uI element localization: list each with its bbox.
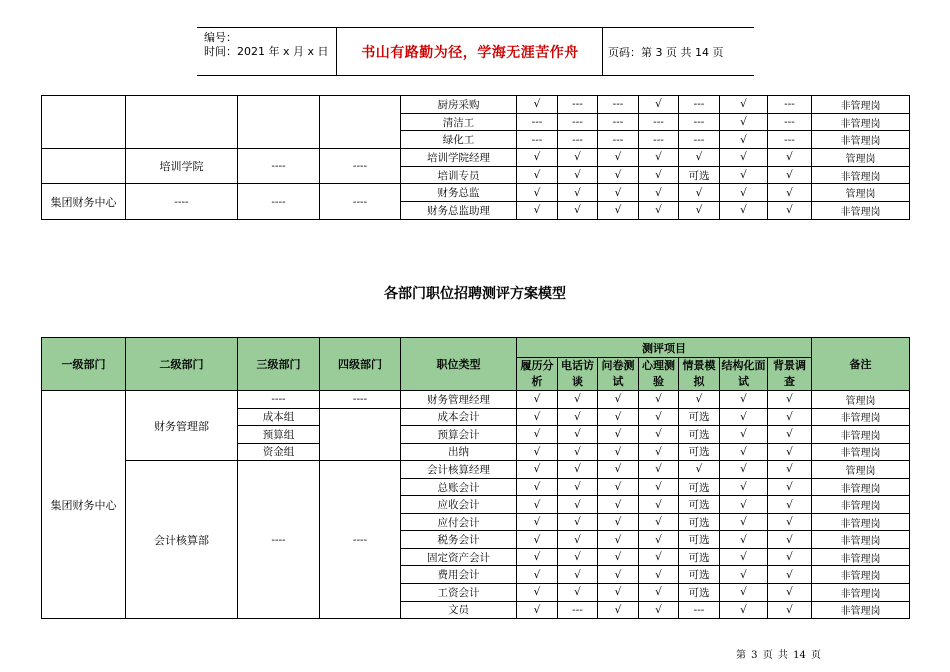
mark-cell: √ [517,548,558,566]
mark-cell: √ [639,496,679,514]
dept1-cell [42,96,126,149]
mark-cell: √ [720,584,768,602]
mark-cell: --- [679,96,720,114]
mark-cell: √ [598,391,639,409]
header-remark: 备注 [812,338,910,391]
mark-cell: √ [639,391,679,409]
position-cell: 财务总监 [401,184,517,202]
position-cell: 税务会计 [401,531,517,549]
header-eval-items: 测评项目 [517,338,812,358]
mark-cell: √ [679,461,720,479]
dept3-cell: ---- [238,391,320,409]
remark-cell: 非管理岗 [812,443,910,461]
header-level2: 二级部门 [126,338,238,391]
mark-cell: 可选 [679,496,720,514]
mark-cell: √ [517,566,558,584]
mark-cell: √ [768,584,812,602]
dept2-training: 培训学院 [126,149,238,184]
header-motto: 书山有路勤为径，学海无涯苦作舟 [338,28,603,75]
mark-cell: √ [598,513,639,531]
mark-cell: √ [598,548,639,566]
position-cell: 财务总监助理 [401,202,517,220]
mark-cell: √ [768,426,812,444]
eval-col-header: 电话访谈 [558,358,598,391]
number-label: 编号： [204,31,237,44]
mark-cell: √ [598,584,639,602]
mark-cell: √ [517,184,558,202]
dept1-finance: 集团财务中心 [42,184,126,219]
mark-cell: --- [598,113,639,131]
remark-cell: 非管理岗 [812,584,910,602]
mark-cell: √ [768,461,812,479]
remark-cell: 管理岗 [812,461,910,479]
mark-cell: √ [517,426,558,444]
remark-cell: 非管理岗 [812,202,910,220]
remark-cell: 非管理岗 [812,96,910,114]
position-cell: 绿化工 [401,131,517,149]
mark-cell: √ [720,408,768,426]
position-cell: 工资会计 [401,584,517,602]
eval-col-header: 结构化面试 [720,358,768,391]
mark-cell: √ [720,461,768,479]
dept2-finance: ---- [126,184,238,219]
mark-cell: √ [639,443,679,461]
mark-cell: √ [720,166,768,184]
header-meta [197,28,337,75]
dept3-cell [238,96,320,149]
mark-cell: √ [768,478,812,496]
dept4-cell [320,408,401,461]
mark-cell: √ [558,149,598,167]
mark-cell: 可选 [679,166,720,184]
mark-cell: √ [517,149,558,167]
mark-cell: --- [558,113,598,131]
mark-cell: √ [517,408,558,426]
mark-cell: √ [639,96,679,114]
dept1-cell [42,149,126,184]
mark-cell: √ [639,548,679,566]
mark-cell: √ [720,478,768,496]
mark-cell: 可选 [679,478,720,496]
mark-cell: √ [679,202,720,220]
mark-cell: √ [598,566,639,584]
mark-cell: 可选 [679,531,720,549]
position-cell: 文员 [401,601,517,619]
position-cell: 固定资产会计 [401,548,517,566]
mark-cell: √ [517,496,558,514]
mark-cell: √ [558,496,598,514]
remark-cell: 非管理岗 [812,496,910,514]
mark-cell: √ [679,149,720,167]
mark-cell: √ [639,149,679,167]
mark-cell: √ [639,566,679,584]
mark-cell: √ [639,513,679,531]
eval-col-header: 问卷测试 [598,358,639,391]
mark-cell: 可选 [679,443,720,461]
mark-cell: --- [598,96,639,114]
mark-cell: √ [768,496,812,514]
mark-cell: √ [517,461,558,479]
mark-cell: √ [558,548,598,566]
position-cell: 总账会计 [401,478,517,496]
dept3-cell: 资金组 [238,443,320,461]
dept4-cell: ---- [320,391,401,409]
mark-cell: 可选 [679,566,720,584]
mark-cell: √ [517,202,558,220]
mark-cell: --- [768,96,812,114]
mark-cell: √ [558,443,598,461]
mark-cell: √ [768,513,812,531]
mark-cell: √ [517,584,558,602]
time-label: 时间：2021 年 x 月 x 日 [204,45,329,58]
dept1-finance-center: 集团财务中心 [42,391,126,619]
mark-cell: √ [558,531,598,549]
position-cell: 厨房采购 [401,96,517,114]
page-footer: 第 3 页 共 14 页 [736,650,821,661]
mark-cell: 可选 [679,426,720,444]
mark-cell: √ [517,166,558,184]
mark-cell: √ [639,408,679,426]
remark-cell: 管理岗 [812,184,910,202]
mark-cell: √ [598,478,639,496]
remark-cell: 管理岗 [812,149,910,167]
remark-cell: 非管理岗 [812,166,910,184]
eval-col-header: 背景调查 [768,358,812,391]
mark-cell: √ [517,601,558,619]
mark-cell: √ [598,461,639,479]
remark-cell: 管理岗 [812,391,910,409]
mark-cell: √ [517,478,558,496]
remark-cell: 非管理岗 [812,113,910,131]
mark-cell: --- [517,113,558,131]
remark-cell: 非管理岗 [812,426,910,444]
mark-cell: --- [639,113,679,131]
position-cell: 应付会计 [401,513,517,531]
eval-col-header: 心理测验 [639,358,679,391]
mark-cell: √ [720,566,768,584]
mark-cell: √ [768,149,812,167]
mark-cell: √ [768,566,812,584]
mark-cell: √ [558,478,598,496]
mark-cell: √ [720,96,768,114]
mark-cell: √ [558,391,598,409]
header-level4: 四级部门 [320,338,401,391]
mark-cell: √ [768,548,812,566]
mark-cell: --- [679,113,720,131]
mark-cell: √ [517,96,558,114]
position-cell: 会计核算经理 [401,461,517,479]
mark-cell: √ [598,408,639,426]
mark-cell: --- [679,601,720,619]
position-cell: 出纳 [401,443,517,461]
mark-cell: 可选 [679,584,720,602]
mark-cell: √ [517,531,558,549]
mark-cell: √ [558,184,598,202]
dept2-cell [126,96,238,149]
mark-cell: √ [768,443,812,461]
mark-cell: √ [598,202,639,220]
mark-cell: √ [720,131,768,149]
position-cell: 成本会计 [401,408,517,426]
mark-cell: √ [598,496,639,514]
mark-cell: √ [558,513,598,531]
position-cell: 预算会计 [401,426,517,444]
remark-cell: 非管理岗 [812,478,910,496]
mark-cell: √ [720,426,768,444]
mark-cell: √ [768,184,812,202]
remark-cell: 非管理岗 [812,566,910,584]
dept4-training: ---- [320,149,401,184]
mark-cell: √ [639,601,679,619]
mark-cell: --- [558,96,598,114]
mark-cell: --- [558,601,598,619]
dept4-accounting: ---- [320,461,401,619]
dept2-accounting: 会计核算部 [126,461,238,619]
mark-cell: √ [558,461,598,479]
mark-cell: --- [679,131,720,149]
dept4-cell [320,96,401,149]
position-cell: 培训专员 [401,166,517,184]
mark-cell: √ [598,184,639,202]
position-cell: 清洁工 [401,113,517,131]
mark-cell: √ [639,478,679,496]
mark-cell: √ [720,443,768,461]
mark-cell: √ [517,513,558,531]
mark-cell: √ [768,601,812,619]
remark-cell: 非管理岗 [812,513,910,531]
mark-cell: √ [720,149,768,167]
mark-cell: 可选 [679,513,720,531]
position-cell: 应收会计 [401,496,517,514]
eval-col-header: 履历分析 [517,358,558,391]
mark-cell: √ [720,601,768,619]
remark-cell: 非管理岗 [812,531,910,549]
mark-cell: --- [558,131,598,149]
dept3-cell: 预算组 [238,426,320,444]
mark-cell: √ [598,426,639,444]
position-cell: 财务管理经理 [401,391,517,409]
mark-cell: --- [517,131,558,149]
mark-cell: --- [598,131,639,149]
dept3-cell: 成本组 [238,408,320,426]
mark-cell: √ [768,531,812,549]
mark-cell: √ [720,548,768,566]
eval-col-header: 情景模拟 [679,358,720,391]
mark-cell: √ [639,531,679,549]
remark-cell: 非管理岗 [812,601,910,619]
mark-cell: √ [639,461,679,479]
mark-cell: √ [679,391,720,409]
mark-cell: √ [679,184,720,202]
mark-cell: √ [720,391,768,409]
mark-cell: √ [517,443,558,461]
mark-cell: √ [558,166,598,184]
mark-cell: √ [558,426,598,444]
dept2-finance-management: 财务管理部 [126,391,238,461]
header-page-label: 页码：第 3 页 共 14 页 [608,45,724,59]
header-level3: 三级部门 [238,338,320,391]
mark-cell: √ [639,584,679,602]
position-cell: 培训学院经理 [401,149,517,167]
mark-cell: √ [639,426,679,444]
mark-cell: √ [598,149,639,167]
document-header [197,27,754,76]
remark-cell: 非管理岗 [812,131,910,149]
mark-cell: --- [768,113,812,131]
mark-cell: √ [720,184,768,202]
mark-cell: 可选 [679,548,720,566]
remark-cell: 非管理岗 [812,408,910,426]
mark-cell: √ [598,531,639,549]
mark-cell: √ [720,513,768,531]
mark-cell: √ [720,496,768,514]
continued-table [41,95,910,220]
mark-cell: --- [639,131,679,149]
dept4-finance: ---- [320,184,401,219]
mark-cell: √ [639,184,679,202]
mark-cell: √ [598,166,639,184]
remark-cell: 非管理岗 [812,548,910,566]
mark-cell: √ [517,391,558,409]
mark-cell: √ [558,566,598,584]
mark-cell: √ [768,391,812,409]
mark-cell: √ [639,166,679,184]
position-cell: 费用会计 [401,566,517,584]
section-title: 各部门职位招聘测评方案模型 [384,286,566,302]
header-level1: 一级部门 [42,338,126,391]
mark-cell: √ [558,202,598,220]
mark-cell: 可选 [679,408,720,426]
dept3-finance: ---- [238,184,320,219]
header-position-type: 职位类型 [401,338,517,391]
mark-cell: √ [639,202,679,220]
mark-cell: √ [558,408,598,426]
mark-cell: √ [768,408,812,426]
mark-cell: √ [720,113,768,131]
dept3-accounting: ---- [238,461,320,619]
mark-cell: √ [720,202,768,220]
recruitment-model-table [41,337,910,619]
dept3-training: ---- [238,149,320,184]
mark-cell: √ [598,443,639,461]
mark-cell: √ [598,601,639,619]
mark-cell: √ [768,166,812,184]
mark-cell: --- [768,131,812,149]
mark-cell: √ [768,202,812,220]
mark-cell: √ [558,584,598,602]
mark-cell: √ [720,531,768,549]
